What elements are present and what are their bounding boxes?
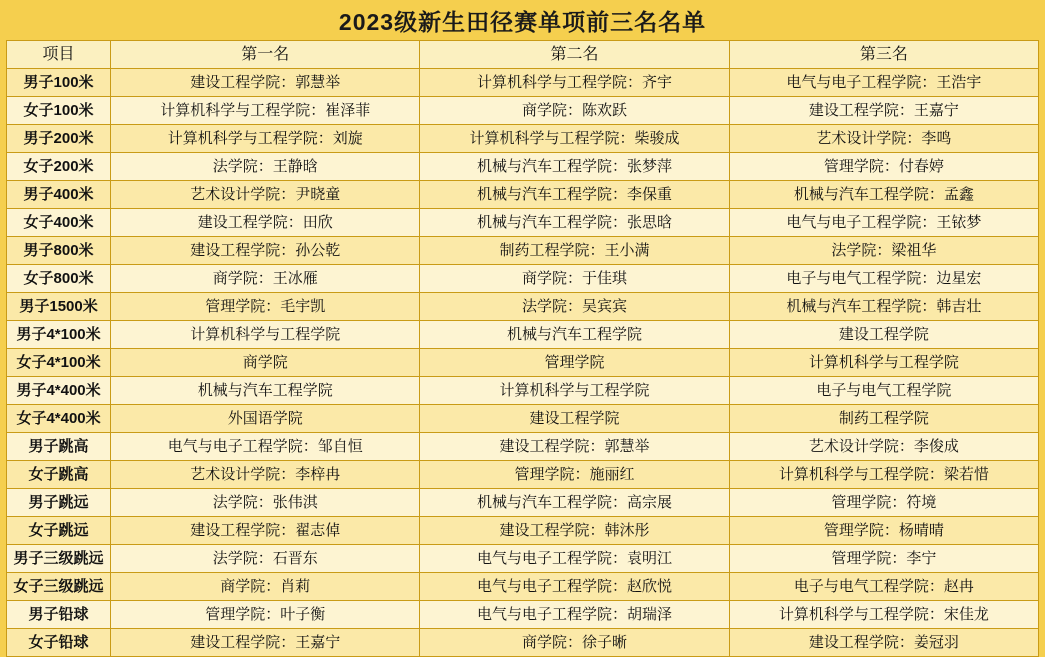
cell-first-place: 管理学院：叶子衡 <box>111 601 420 629</box>
cell-third-place: 计算机科学与工程学院：宋佳龙 <box>729 601 1038 629</box>
table-row <box>7 629 1039 657</box>
table-row <box>7 265 1039 293</box>
cell-third-place: 管理学院：符境 <box>729 489 1038 517</box>
cell-third-place: 电子与电气工程学院：边星宏 <box>729 265 1038 293</box>
cell-first-place: 计算机科学与工程学院：刘旋 <box>111 125 420 153</box>
cell-first-place: 建设工程学院：孙公乾 <box>111 237 420 265</box>
cell-second-place: 机械与汽车工程学院：张梦萍 <box>420 153 729 181</box>
results-table <box>6 40 1039 657</box>
cell-event: 男子铅球 <box>7 601 111 629</box>
cell-third-place: 管理学院：付春婷 <box>729 153 1038 181</box>
cell-first-place: 法学院：王静晗 <box>111 153 420 181</box>
cell-third-place: 建设工程学院 <box>729 321 1038 349</box>
cell-event: 男子4*400米 <box>7 377 111 405</box>
table-row <box>7 125 1039 153</box>
cell-third-place: 制药工程学院 <box>729 405 1038 433</box>
table-row <box>7 69 1039 97</box>
table-row <box>7 489 1039 517</box>
cell-third-place: 建设工程学院：王嘉宁 <box>729 97 1038 125</box>
cell-first-place: 管理学院：毛宇凯 <box>111 293 420 321</box>
cell-event: 女子4*100米 <box>7 349 111 377</box>
cell-event: 男子800米 <box>7 237 111 265</box>
cell-event: 女子跳高 <box>7 461 111 489</box>
cell-first-place: 机械与汽车工程学院 <box>111 377 420 405</box>
cell-third-place: 电子与电气工程学院 <box>729 377 1038 405</box>
table-header-row <box>7 41 1039 69</box>
table-row <box>7 349 1039 377</box>
cell-third-place: 计算机科学与工程学院：梁若惜 <box>729 461 1038 489</box>
cell-first-place: 商学院 <box>111 349 420 377</box>
table-row <box>7 433 1039 461</box>
cell-second-place: 法学院：吴宾宾 <box>420 293 729 321</box>
cell-first-place: 法学院：石晋东 <box>111 545 420 573</box>
cell-second-place: 电气与电子工程学院：胡瑞泽 <box>420 601 729 629</box>
cell-event: 女子跳远 <box>7 517 111 545</box>
cell-first-place: 商学院：王冰雁 <box>111 265 420 293</box>
page-title: 2023级新生田径赛单项前三名名单 <box>338 8 707 35</box>
cell-first-place: 艺术设计学院：李梓冉 <box>111 461 420 489</box>
table-row <box>7 153 1039 181</box>
table-row <box>7 517 1039 545</box>
cell-third-place: 计算机科学与工程学院 <box>729 349 1038 377</box>
cell-event: 女子三级跳远 <box>7 573 111 601</box>
cell-event: 女子100米 <box>7 97 111 125</box>
table-row <box>7 237 1039 265</box>
cell-event: 男子4*100米 <box>7 321 111 349</box>
cell-first-place: 电气与电子工程学院：邹自恒 <box>111 433 420 461</box>
table-row <box>7 545 1039 573</box>
table-row <box>7 97 1039 125</box>
column-header-event: 项目 <box>7 41 111 69</box>
cell-first-place: 建设工程学院：王嘉宁 <box>111 629 420 657</box>
table-body <box>7 69 1039 657</box>
cell-third-place: 机械与汽车工程学院：孟鑫 <box>729 181 1038 209</box>
cell-third-place: 艺术设计学院：李俊成 <box>729 433 1038 461</box>
cell-second-place: 电气与电子工程学院：赵欣悦 <box>420 573 729 601</box>
cell-second-place: 制药工程学院：王小满 <box>420 237 729 265</box>
cell-second-place: 商学院：陈欢跃 <box>420 97 729 125</box>
cell-third-place: 电子与电气工程学院：赵冉 <box>729 573 1038 601</box>
table-header <box>7 41 1039 69</box>
cell-second-place: 计算机科学与工程学院：齐宇 <box>420 69 729 97</box>
column-header-first: 第一名 <box>111 41 420 69</box>
table-row <box>7 461 1039 489</box>
cell-event: 男子400米 <box>7 181 111 209</box>
cell-first-place: 建设工程学院：田欣 <box>111 209 420 237</box>
cell-third-place: 艺术设计学院：李鸣 <box>729 125 1038 153</box>
table-row <box>7 405 1039 433</box>
cell-event: 女子铅球 <box>7 629 111 657</box>
cell-second-place: 电气与电子工程学院：袁明江 <box>420 545 729 573</box>
cell-third-place: 管理学院：杨晴晴 <box>729 517 1038 545</box>
table-row <box>7 377 1039 405</box>
table-row <box>7 293 1039 321</box>
cell-second-place: 建设工程学院：郭慧举 <box>420 433 729 461</box>
cell-event: 男子跳高 <box>7 433 111 461</box>
cell-third-place: 电气与电子工程学院：王浩宇 <box>729 69 1038 97</box>
cell-second-place: 机械与汽车工程学院：李保重 <box>420 181 729 209</box>
cell-second-place: 商学院：于佳琪 <box>420 265 729 293</box>
cell-event: 男子200米 <box>7 125 111 153</box>
column-header-second: 第二名 <box>420 41 729 69</box>
cell-event: 女子4*400米 <box>7 405 111 433</box>
cell-event: 女子200米 <box>7 153 111 181</box>
cell-first-place: 法学院：张伟淇 <box>111 489 420 517</box>
title-bar <box>0 0 1045 40</box>
cell-event: 男子三级跳远 <box>7 545 111 573</box>
cell-first-place: 建设工程学院：翟志倬 <box>111 517 420 545</box>
cell-event: 女子800米 <box>7 265 111 293</box>
cell-second-place: 机械与汽车工程学院 <box>420 321 729 349</box>
cell-second-place: 建设工程学院 <box>420 405 729 433</box>
cell-third-place: 建设工程学院：姜冠羽 <box>729 629 1038 657</box>
cell-event: 女子400米 <box>7 209 111 237</box>
cell-second-place: 商学院：徐子晰 <box>420 629 729 657</box>
cell-first-place: 计算机科学与工程学院：崔泽菲 <box>111 97 420 125</box>
cell-third-place: 机械与汽车工程学院：韩吉壮 <box>729 293 1038 321</box>
cell-first-place: 建设工程学院：郭慧举 <box>111 69 420 97</box>
cell-third-place: 法学院：梁祖华 <box>729 237 1038 265</box>
cell-first-place: 外国语学院 <box>111 405 420 433</box>
cell-first-place: 商学院：肖莉 <box>111 573 420 601</box>
table-row <box>7 209 1039 237</box>
cell-event: 男子100米 <box>7 69 111 97</box>
cell-second-place: 管理学院：施丽红 <box>420 461 729 489</box>
table-row <box>7 601 1039 629</box>
cell-first-place: 计算机科学与工程学院 <box>111 321 420 349</box>
cell-second-place: 计算机科学与工程学院：柴骏成 <box>420 125 729 153</box>
cell-third-place: 电气与电子工程学院：王铱梦 <box>729 209 1038 237</box>
cell-second-place: 管理学院 <box>420 349 729 377</box>
column-header-third: 第三名 <box>729 41 1038 69</box>
cell-second-place: 机械与汽车工程学院：高宗展 <box>420 489 729 517</box>
cell-second-place: 机械与汽车工程学院：张思晗 <box>420 209 729 237</box>
table-row <box>7 181 1039 209</box>
table-row <box>7 573 1039 601</box>
cell-second-place: 建设工程学院：韩沐彤 <box>420 517 729 545</box>
cell-event: 男子1500米 <box>7 293 111 321</box>
cell-third-place: 管理学院：李宁 <box>729 545 1038 573</box>
cell-second-place: 计算机科学与工程学院 <box>420 377 729 405</box>
cell-first-place: 艺术设计学院：尹晓童 <box>111 181 420 209</box>
table-row <box>7 321 1039 349</box>
cell-event: 男子跳远 <box>7 489 111 517</box>
